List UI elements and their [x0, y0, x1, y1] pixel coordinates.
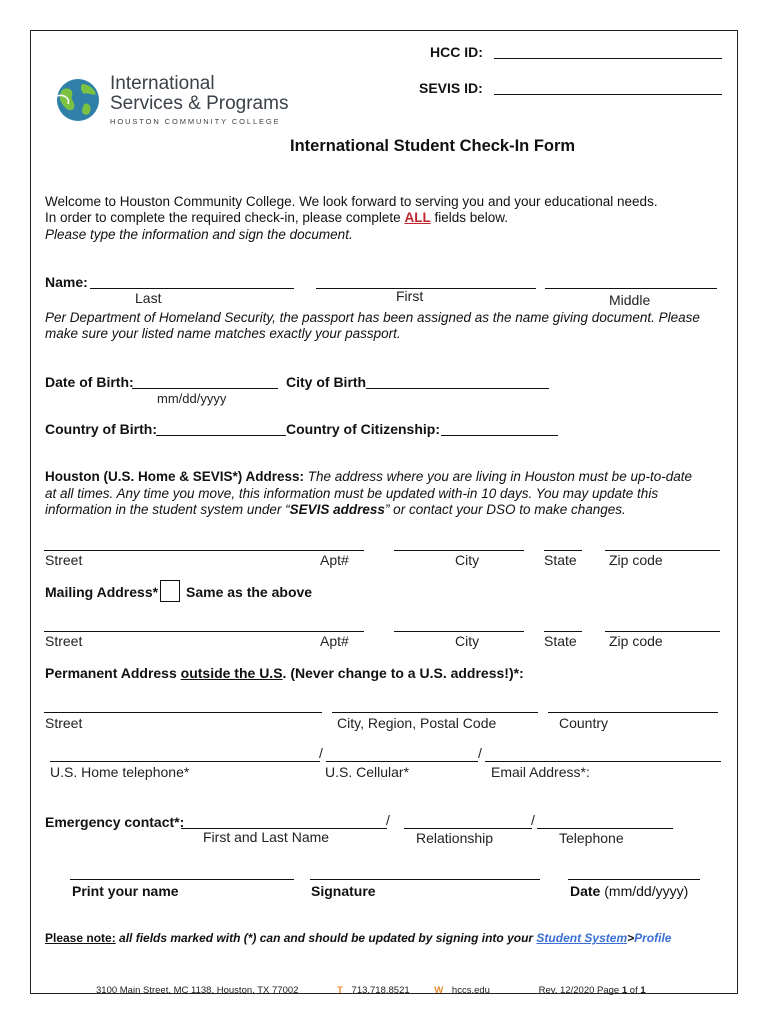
sevis-address-emphasis: SEVIS address	[289, 502, 385, 517]
permanent-city-field[interactable]	[332, 712, 538, 713]
date-format: (mm/dd/yyyy)	[600, 883, 689, 899]
houston-city-field[interactable]	[394, 550, 524, 551]
dob-field[interactable]	[132, 388, 278, 389]
permanent-label-a: Permanent Address	[45, 665, 181, 681]
signature-caption: Signature	[311, 883, 376, 899]
houston-address-note-3c: ” or contact your DSO to make changes.	[384, 502, 626, 517]
houston-address-note-2: at all times. Any time you move, this information must be updated with-in 10 days. You may update this	[45, 486, 659, 501]
footer-phone: 713.718.8521	[351, 985, 410, 996]
phone-slash-2: /	[478, 745, 482, 761]
passport-note-2: make sure your listed name matches exactly your passport.	[45, 326, 401, 341]
hcc-id-label: HCC ID:	[430, 44, 483, 60]
please-note	[45, 931, 671, 945]
mailing-state-field[interactable]	[544, 631, 582, 632]
home-phone-field[interactable]	[50, 761, 320, 762]
houston-apt-caption: Apt#	[320, 552, 349, 568]
footer-rev: Rev. 12/2020 Page	[538, 985, 622, 996]
intro-line-3: Please type the information and sign the document.	[45, 227, 353, 242]
emergency-slash-1: /	[386, 812, 390, 828]
country-birth-label: Country of Birth:	[45, 421, 157, 437]
middle-caption: Middle	[609, 292, 651, 308]
emergency-contact-label: Emergency contact*:	[45, 814, 185, 830]
last-caption: Last	[135, 290, 162, 306]
houston-state-caption: State	[544, 552, 577, 568]
mailing-state-caption: State	[544, 633, 577, 649]
cellular-field[interactable]	[326, 761, 478, 762]
footer-web: hccs.edu	[451, 985, 490, 996]
emergency-slash-2: /	[531, 812, 535, 828]
footer-w-label: W	[434, 985, 444, 996]
mailing-address-label: Mailing Address*	[45, 584, 159, 600]
footer-address: 3100 Main Street, MC 1138, Houston, TX 77002	[96, 985, 299, 996]
permanent-label-c: . (Never change to a U.S. address!)*:	[282, 665, 524, 681]
permanent-label-outside: outside the U.S	[180, 665, 283, 681]
intro-line-2	[45, 210, 508, 225]
intro-line-2-b: fields below.	[430, 210, 508, 225]
email-field[interactable]	[485, 761, 721, 762]
print-name-field[interactable]	[70, 879, 294, 880]
cellular-caption: U.S. Cellular*	[325, 764, 410, 780]
passport-note-1: Per Department of Homeland Security, the passport has been assigned as the name giving document. Please	[45, 310, 700, 325]
email-caption: Email Address*:	[491, 764, 590, 780]
houston-street-caption: Street	[45, 552, 83, 568]
emergency-relationship-caption: Relationship	[416, 830, 494, 846]
dob-format: mm/dd/yyyy	[157, 391, 227, 406]
country-birth-field[interactable]	[156, 435, 286, 436]
note-label: Please note:	[45, 931, 116, 945]
form-title: International Student Check-In Form	[290, 137, 576, 155]
houston-street-field[interactable]	[44, 550, 364, 551]
home-phone-caption: U.S. Home telephone*	[50, 764, 190, 780]
permanent-address-heading	[45, 665, 524, 681]
last-name-field[interactable]	[90, 288, 294, 289]
permanent-street-field[interactable]	[44, 712, 322, 713]
footer	[96, 985, 646, 996]
intro-all-emphasis: ALL	[404, 210, 431, 225]
mailing-city-caption: City	[455, 633, 480, 649]
emergency-phone-field[interactable]	[537, 828, 673, 829]
permanent-street-caption: Street	[45, 715, 83, 731]
sevis-id-field[interactable]	[494, 94, 722, 95]
name-label: Name:	[45, 274, 88, 290]
houston-zip-field[interactable]	[605, 550, 720, 551]
print-name-caption: Print your name	[72, 883, 179, 899]
city-birth-field[interactable]	[366, 388, 549, 389]
logo-line-3: HOUSTON COMMUNITY COLLEGE	[110, 117, 281, 126]
first-caption: First	[396, 288, 424, 304]
houston-address-label: Houston (U.S. Home & SEVIS*) Address:	[45, 469, 305, 484]
mailing-city-field[interactable]	[394, 631, 524, 632]
footer-page-total: 1	[640, 985, 646, 996]
first-name-field[interactable]	[316, 288, 536, 289]
permanent-country-field[interactable]	[548, 712, 718, 713]
mailing-zip-caption: Zip code	[609, 633, 663, 649]
logo-line-1: International	[110, 73, 215, 94]
country-citizenship-label: Country of Citizenship:	[286, 421, 440, 437]
sevis-id-label: SEVIS ID:	[419, 80, 483, 96]
hcc-id-field[interactable]	[494, 58, 722, 59]
mailing-street-field[interactable]	[44, 631, 364, 632]
same-as-above-label: Same as the above	[186, 584, 313, 600]
date-field[interactable]	[568, 879, 700, 880]
signature-field[interactable]	[310, 879, 540, 880]
phone-slash-1: /	[319, 745, 323, 761]
logo-line-2: Services & Programs	[110, 93, 289, 114]
country-citizenship-field[interactable]	[441, 435, 558, 436]
middle-name-field[interactable]	[545, 288, 717, 289]
permanent-country-caption: Country	[559, 715, 609, 731]
globe-logo-icon	[54, 76, 104, 124]
same-as-above-checkbox[interactable]	[160, 580, 180, 602]
houston-address-note-3a: information in the student system under “	[45, 502, 290, 517]
dob-label: Date of Birth:	[45, 374, 134, 390]
footer-t-label: T	[337, 985, 343, 996]
intro-line-2-a: In order to complete the required check-in, please complete	[45, 210, 405, 225]
houston-zip-caption: Zip code	[609, 552, 663, 568]
student-system-link[interactable]: Student System	[536, 931, 628, 945]
houston-city-caption: City	[455, 552, 480, 568]
houston-address-heading	[45, 469, 692, 484]
footer-page-num: 1	[621, 985, 628, 996]
emergency-name-caption: First and Last Name	[203, 829, 330, 845]
houston-state-field[interactable]	[544, 550, 582, 551]
city-birth-label: City of Birth	[286, 374, 367, 390]
note-arrow: >	[627, 931, 635, 945]
profile-link[interactable]: Profile	[634, 931, 672, 945]
houston-address-note-3	[45, 502, 626, 517]
date-caption	[570, 883, 688, 899]
intro-line-1: Welcome to Houston Community College. We look forward to serving you and your educational needs.	[45, 194, 658, 209]
mailing-street-caption: Street	[45, 633, 83, 649]
mailing-apt-caption: Apt#	[320, 633, 349, 649]
note-text: all fields marked with (*) can and should be updated by signing into your	[115, 931, 537, 945]
footer-page-of: of	[627, 985, 641, 996]
emergency-phone-caption: Telephone	[559, 830, 624, 846]
permanent-city-caption: City, Region, Postal Code	[337, 715, 497, 731]
houston-address-note-1: The address where you are living in Houston must be up-to-date	[304, 469, 692, 484]
emergency-relationship-field[interactable]	[404, 828, 532, 829]
date-label: Date	[570, 883, 601, 899]
mailing-zip-field[interactable]	[605, 631, 720, 632]
